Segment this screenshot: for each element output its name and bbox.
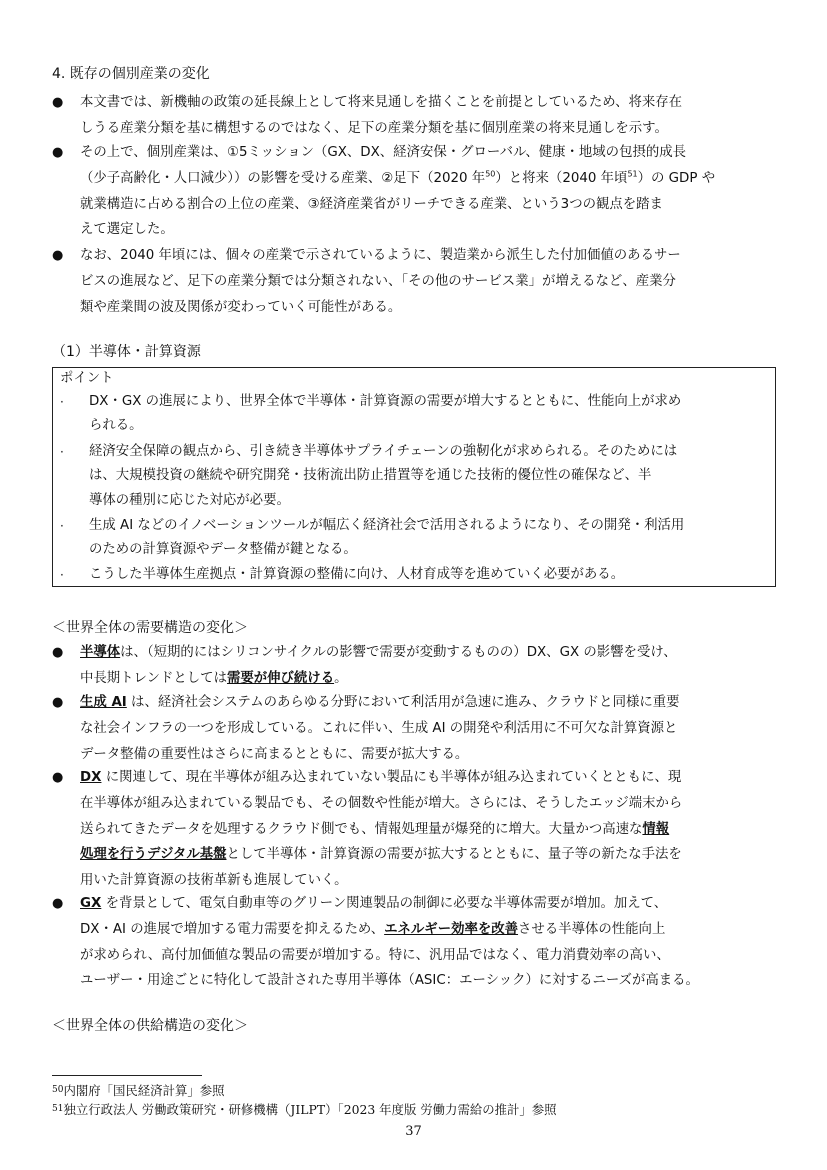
footnote-divider: [52, 1075, 202, 1076]
middle-dot-icon: ·: [60, 395, 64, 409]
points-label: ポイント: [60, 371, 114, 386]
black-circle-icon: ●: [52, 248, 64, 263]
black-circle-icon: ●: [52, 695, 64, 710]
black-circle-icon: ●: [52, 770, 64, 785]
point-item: 経済安全保障の観点から、引き続き半導体サプライチェーンの強靭化が求められる。そのためには は、大規模投資の継続や研究開発・技術流出防止措置等を通じた技術的優位性の確保など、半 導体の種別に応じた対応が必要。: [89, 444, 678, 508]
demand-bullet-dx: DX に関連して、現在半導体が組み込まれていない製品にも半導体が組み込まれていくとともに、現 在半導体が組み込まれている製品でも、その個数や性能が増大。さらには、そうしたエッジ端末から 送られてきたデータを処理するクラウド側でも、情報処理量が爆発的に増大。大量かつ高速な情報 処理を行うデジタル基盤として半導体・計算資源の需要が拡大するとともに、量子等の新たな手法を 用いた計算資源の技術革新も進展していく。: [80, 770, 683, 889]
paragraph-1: 本文書では、新機軸の政策の延長線上として将来見通しを描くことを前提としているため、将来存在 しうる産業分類を基に構想するのではなく、足下の産業分類を基に個別産業の将来見通しを示す。: [80, 95, 683, 136]
black-circle-icon: ●: [52, 145, 64, 160]
paragraph-3: なお、2040 年頃には、個々の産業で示されているように、製造業から派生した付加価値のあるサー ビスの進展など、足下の産業分類では分類されない、「その他のサービス業」が増えるなど、産業分 類や産業間の波及関係が変わっていく可能性がある。: [80, 248, 681, 315]
middle-dot-icon: ·: [60, 445, 64, 459]
section-title: 4. 既存の個別産業の変化: [52, 66, 210, 82]
paragraph-2: その上で、個別産業は、①5ミッション（GX、DX、経済安保・グローバル、健康・地域の包摂的成長 （少子高齢化・人口減少））の影響を受ける産業、②足下（2020 年$^{50}$）と将来（2040 年頃$^{51}$）の GDP や 就業構造に占める割合の上位の産業、③経済産業省がリーチできる産業、という3つの観点を踏ま えて選定した。: [80, 145, 716, 238]
footnote-50: $^{50}$内閣府「国民経済計算」参照: [52, 1083, 225, 1098]
demand-bullet-genai: 生成 AI は、経済社会システムのあらゆる分野において利活用が急速に進み、クラウドと同様に重要 な社会インフラの一つを形成している。これに伴い、生成 AI の開発や利活用に不可欠な計算資源と データ整備の重要性はさらに高まるとともに、需要が拡大する。: [80, 695, 680, 762]
demand-bullet-gx: GX を背景として、電気自動車等のグリーン関連製品の制御に必要な半導体需要が増加。加えて、 DX・AI の進展で増加する電力需要を抑えるため、エネルギー効率を改善させる半導体の性能向上 が求められ、高付加価値な製品の需要が増加する。特に、汎用品ではなく、電力消費効率の高い、 ユーザー・用途ごとに特化して設計された専用半導体（ASIC：エーシック）に対するニーズが高まる。: [80, 896, 699, 989]
points-box: [52, 367, 776, 587]
middle-dot-icon: ·: [60, 519, 64, 533]
demand-heading: ＜世界全体の需要構造の変化＞: [52, 620, 248, 636]
black-circle-icon: ●: [52, 896, 64, 911]
subsection-title: （1）半導体・計算資源: [52, 344, 201, 360]
demand-bullet-semiconductor: 半導体は、（短期的にはシリコンサイクルの影響で需要が変動するものの）DX、GX の影響を受け、 中長期トレンドとしては需要が伸び続ける。: [80, 645, 677, 686]
footnote-51: $^{51}$独立行政法人 労働政策研究・研修機構（JILPT）「2023 年度版 労働力需給の推計」参照: [52, 1102, 557, 1117]
point-item: 生成 AI などのイノベーションツールが幅広く経済社会で活用されるようになり、その開発・利活用 のための計算資源やデータ整備が鍵となる。: [89, 518, 685, 558]
point-item: こうした半導体生産拠点・計算資源の整備に向け、人材育成等を進めていく必要がある。: [89, 567, 625, 582]
black-circle-icon: ●: [52, 95, 64, 110]
footnote-ref-51: 51: [627, 169, 638, 179]
point-item: DX・GX の進展により、世界全体で半導体・計算資源の需要が増大するとともに、性能向上が求め られる。: [89, 394, 682, 434]
supply-heading: ＜世界全体の供給構造の変化＞: [52, 1018, 248, 1034]
page-number: 37: [405, 1124, 422, 1139]
black-circle-icon: ●: [52, 645, 64, 660]
middle-dot-icon: ·: [60, 568, 64, 582]
footnote-ref-50: 50: [485, 169, 496, 179]
